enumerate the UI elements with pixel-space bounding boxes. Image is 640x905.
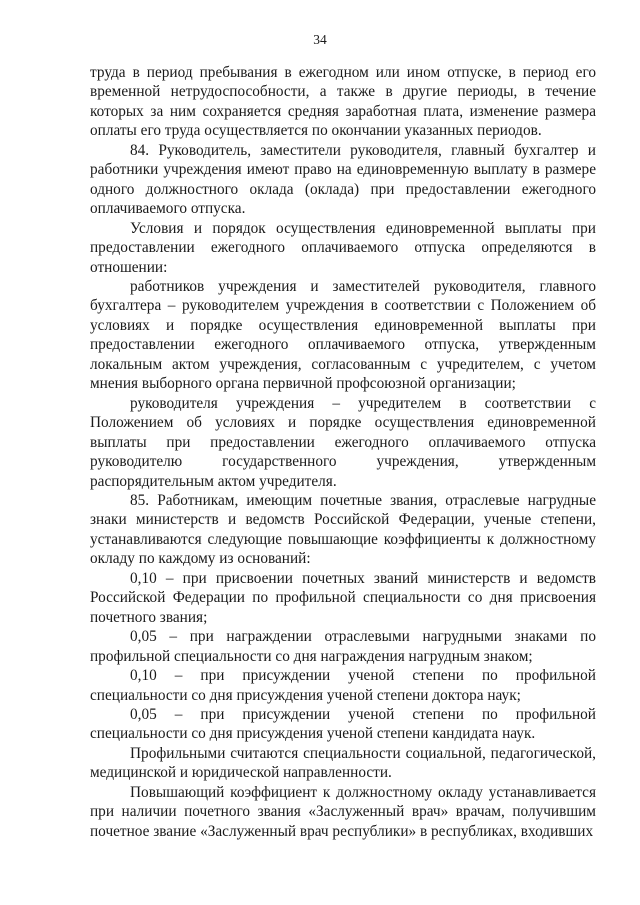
paragraph: руководителя учреждения – учредителем в соответствии с Положением об условиях и порядке осуществления единовременной выплаты при предоставлении ежегодного оплачиваемого отпуска руководителю государственного учреждения, утвержденным распорядительным актом учредителя. [90, 394, 596, 490]
document-body [90, 63, 596, 841]
paragraph: труда в период пребывания в ежегодном или ином отпуске, в период его временной нетрудоспособности, а также в другие периоды, в течение которых за ним сохраняется средняя заработная плата, изменение размера оплаты его труда осуществляется по окончании указанных периодов. [90, 64, 596, 140]
paragraph: Повышающий коэффициент к должностному окладу устанавливается при наличии почетного звания «Заслуженный врач» врачам, получившим почетное звание «Заслуженный врач республики» в республиках, входивших [90, 783, 596, 840]
paragraph: 0,10 – при присуждении ученой степени по профильной специальности со дня присуждения ученой степени доктора наук; [90, 667, 596, 704]
paragraph: Условия и порядок осуществления единовременной выплаты при предоставлении ежегодного оплачиваемого отпуска определяются в отношении: [90, 219, 596, 276]
paragraph: 0,10 – при присвоении почетных званий министерств и ведомств Российской Федерации по профильной специальности со дня присвоения почетного звания; [90, 569, 596, 626]
paragraph: 85. Работникам, имеющим почетные звания, отраслевые нагрудные знаки министерств и ведомств Российской Федерации, ученые степени, устанавливаются следующие повышающие коэффициенты к должностному окладу по каждому из оснований: [90, 491, 596, 568]
paragraph: 0,05 – при присуждении ученой степени по профильной специальности со дня присуждения ученой степени кандидата наук. [90, 705, 596, 743]
paragraph: Профильными считаются специальности социальной, педагогической, медицинской и юридической направленности. [90, 744, 596, 782]
paragraph: 84. Руководитель, заместители руководителя, главный бухгалтер и работники учреждения имеют право на единовременную выплату в размере одного должностного оклада (оклада) при предоставлении ежегодного оплачиваемого отпуска. [90, 141, 596, 218]
paragraph: работников учреждения и заместителей руководителя, главного бухгалтера – руководителем учреждения в соответствии с Положением об условиях и порядке осуществления единовременной выплаты при предоставлении ежегодного оплачиваемого отпуска, утвержденным локальным актом учреждения, согласованным с учредителем, с учетом мнения выборного органа первичной профсоюзной организации; [90, 277, 596, 393]
page-number: 34 [313, 32, 327, 47]
paragraph: 0,05 – при награждении отраслевыми нагрудными знаками по профильной специальности со дня награждения нагрудным знаком; [90, 628, 596, 665]
